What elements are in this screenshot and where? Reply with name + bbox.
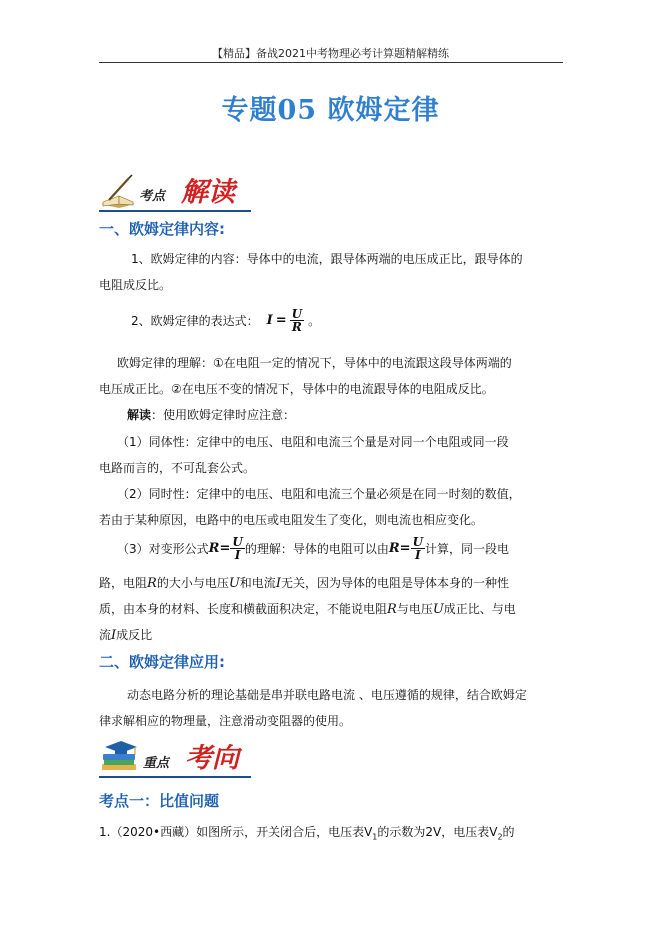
page-title: 专题05 欧姆定律 — [221, 95, 440, 126]
page-header: 【精品】备战2021中考物理必考计算题精解精练 — [212, 47, 449, 60]
formula-fraction — [290, 308, 304, 333]
note3-line1 — [117, 531, 509, 565]
note3-line2 — [99, 574, 509, 591]
book-pen-icon — [99, 174, 137, 208]
note3-equals-2: = — [399, 540, 411, 556]
jiedu-line — [127, 406, 295, 423]
banner1-small-text: 考点 — [139, 189, 166, 204]
kaodian1-heading: 考点一：比值问题 — [99, 792, 220, 810]
note3-fraction — [230, 536, 244, 561]
note3-line3-b: 与电压 — [396, 602, 433, 616]
section2-line2: 律求解相应的物理量，注意滑动变阻器的使用。 — [99, 714, 352, 728]
note1-line2: 电路而言的，不可乱套公式。 — [99, 461, 256, 475]
note3-line2-d: 无关，因为导体的电阻是导体本身的一种性 — [280, 576, 509, 590]
note3-line4-b: 成反比 — [116, 628, 153, 642]
note3-line3-c: 成正比、与电 — [443, 602, 516, 616]
formula-prefix: 2、欧姆定律的表达式： — [131, 313, 259, 328]
question1-text-a: 1.（2020•西藏）如图所示，开关闭合后，电压表V — [99, 825, 373, 839]
banner2-underline — [99, 776, 251, 778]
note3-equals: = — [219, 540, 231, 556]
section2-line1: 动态电路分析的理论基础是串并联电路电流 、电压遵循的规律，结合欧姆定 — [127, 688, 527, 702]
formula-line — [131, 303, 320, 337]
para1-line2: 电阻成反比。 — [99, 278, 172, 292]
formula-denominator: R — [291, 319, 302, 334]
formula-lhs: I — [266, 312, 273, 328]
note3-denominator: I — [234, 547, 241, 562]
question1-text-b: 的示数为2V，电压表V — [377, 825, 498, 839]
formula-suffix: 。 — [308, 313, 321, 328]
para1-line1: 1、欧姆定律的内容：导体中的电流，跟导体两端的电压成正比，跟导体的 — [131, 252, 523, 266]
graduation-cap-icon — [99, 738, 141, 774]
note3-var-r: R — [208, 540, 220, 556]
note3-line2-u: U — [228, 576, 240, 591]
jiedu-label: 解读 — [127, 408, 152, 422]
note3-text-c: 计算，同一段电 — [425, 541, 510, 556]
question1-line — [99, 823, 515, 841]
jiedu-text: ：使用欧姆定律时应注意： — [151, 408, 296, 422]
section2-heading: 二、欧姆定律应用: — [99, 653, 225, 671]
note3-line4-i: I — [111, 628, 117, 643]
note3-line3-r: R — [387, 602, 397, 617]
note3-line4 — [99, 626, 152, 643]
question1-text-c: 的 — [502, 825, 515, 839]
note3-line4-a: 流 — [99, 628, 112, 642]
banner1-big-text: 解读 — [181, 177, 235, 208]
banner2-big-text: 考向 — [185, 743, 239, 774]
para3-line1: 欧姆定律的理解：①在电阻一定的情况下，导体中的电流跟这段导体两端的 — [117, 356, 512, 370]
banner-kaodian-jiedu — [99, 172, 259, 212]
section1-heading: 一、欧姆定律内容: — [99, 220, 225, 238]
question1-sub2: 2 — [497, 832, 503, 842]
note3-line2-c: 和电流 — [239, 576, 276, 590]
note3-numerator-2: U — [412, 534, 424, 549]
banner2-small-text: 重点 — [143, 756, 170, 771]
note3-numerator: U — [232, 534, 243, 549]
note3-text-a: （3）对变形公式 — [117, 541, 209, 556]
note3-text-b: 的理解：导体的电阻可以由 — [244, 541, 389, 556]
banner1-underline — [99, 210, 251, 212]
note3-denominator-2: I — [414, 547, 421, 562]
note3-line2-a: 路，电阻 — [99, 576, 148, 590]
note3-line2-i: I — [275, 576, 281, 591]
note3-var-r-2: R — [388, 540, 400, 556]
note1-line1: （1）同体性：定律中的电压、电阻和电流三个量是对同一个电阻或同一段 — [117, 435, 509, 449]
note2-line1: （2）同时性：定律中的电压、电阻和电流三个量必须是在同一时刻的数值， — [117, 487, 521, 501]
para3-line2: 电压成正比。②在电压不变的情况下，导体中的电流跟导体的电阻成反比。 — [99, 382, 494, 396]
note3-line3 — [99, 600, 516, 617]
header-divider — [99, 62, 563, 63]
question1-sub1: 1 — [372, 832, 378, 842]
note3-line3-u: U — [432, 602, 444, 617]
banner-zhongdian-kaoxiang — [99, 738, 259, 778]
formula-equals: = — [275, 312, 287, 328]
note3-line3-a: 质，由本身的材料、长度和横截面积决定，不能说电阻 — [99, 602, 388, 616]
note3-line2-r: R — [147, 576, 157, 591]
note3-fraction-2 — [411, 536, 425, 561]
formula-numerator: U — [291, 306, 303, 321]
note3-line2-b: 的大小与电压 — [156, 576, 229, 590]
note2-line2: 若由于某种原因，电路中的电压或电阻发生了变化，则电流也相应变化。 — [99, 513, 484, 527]
